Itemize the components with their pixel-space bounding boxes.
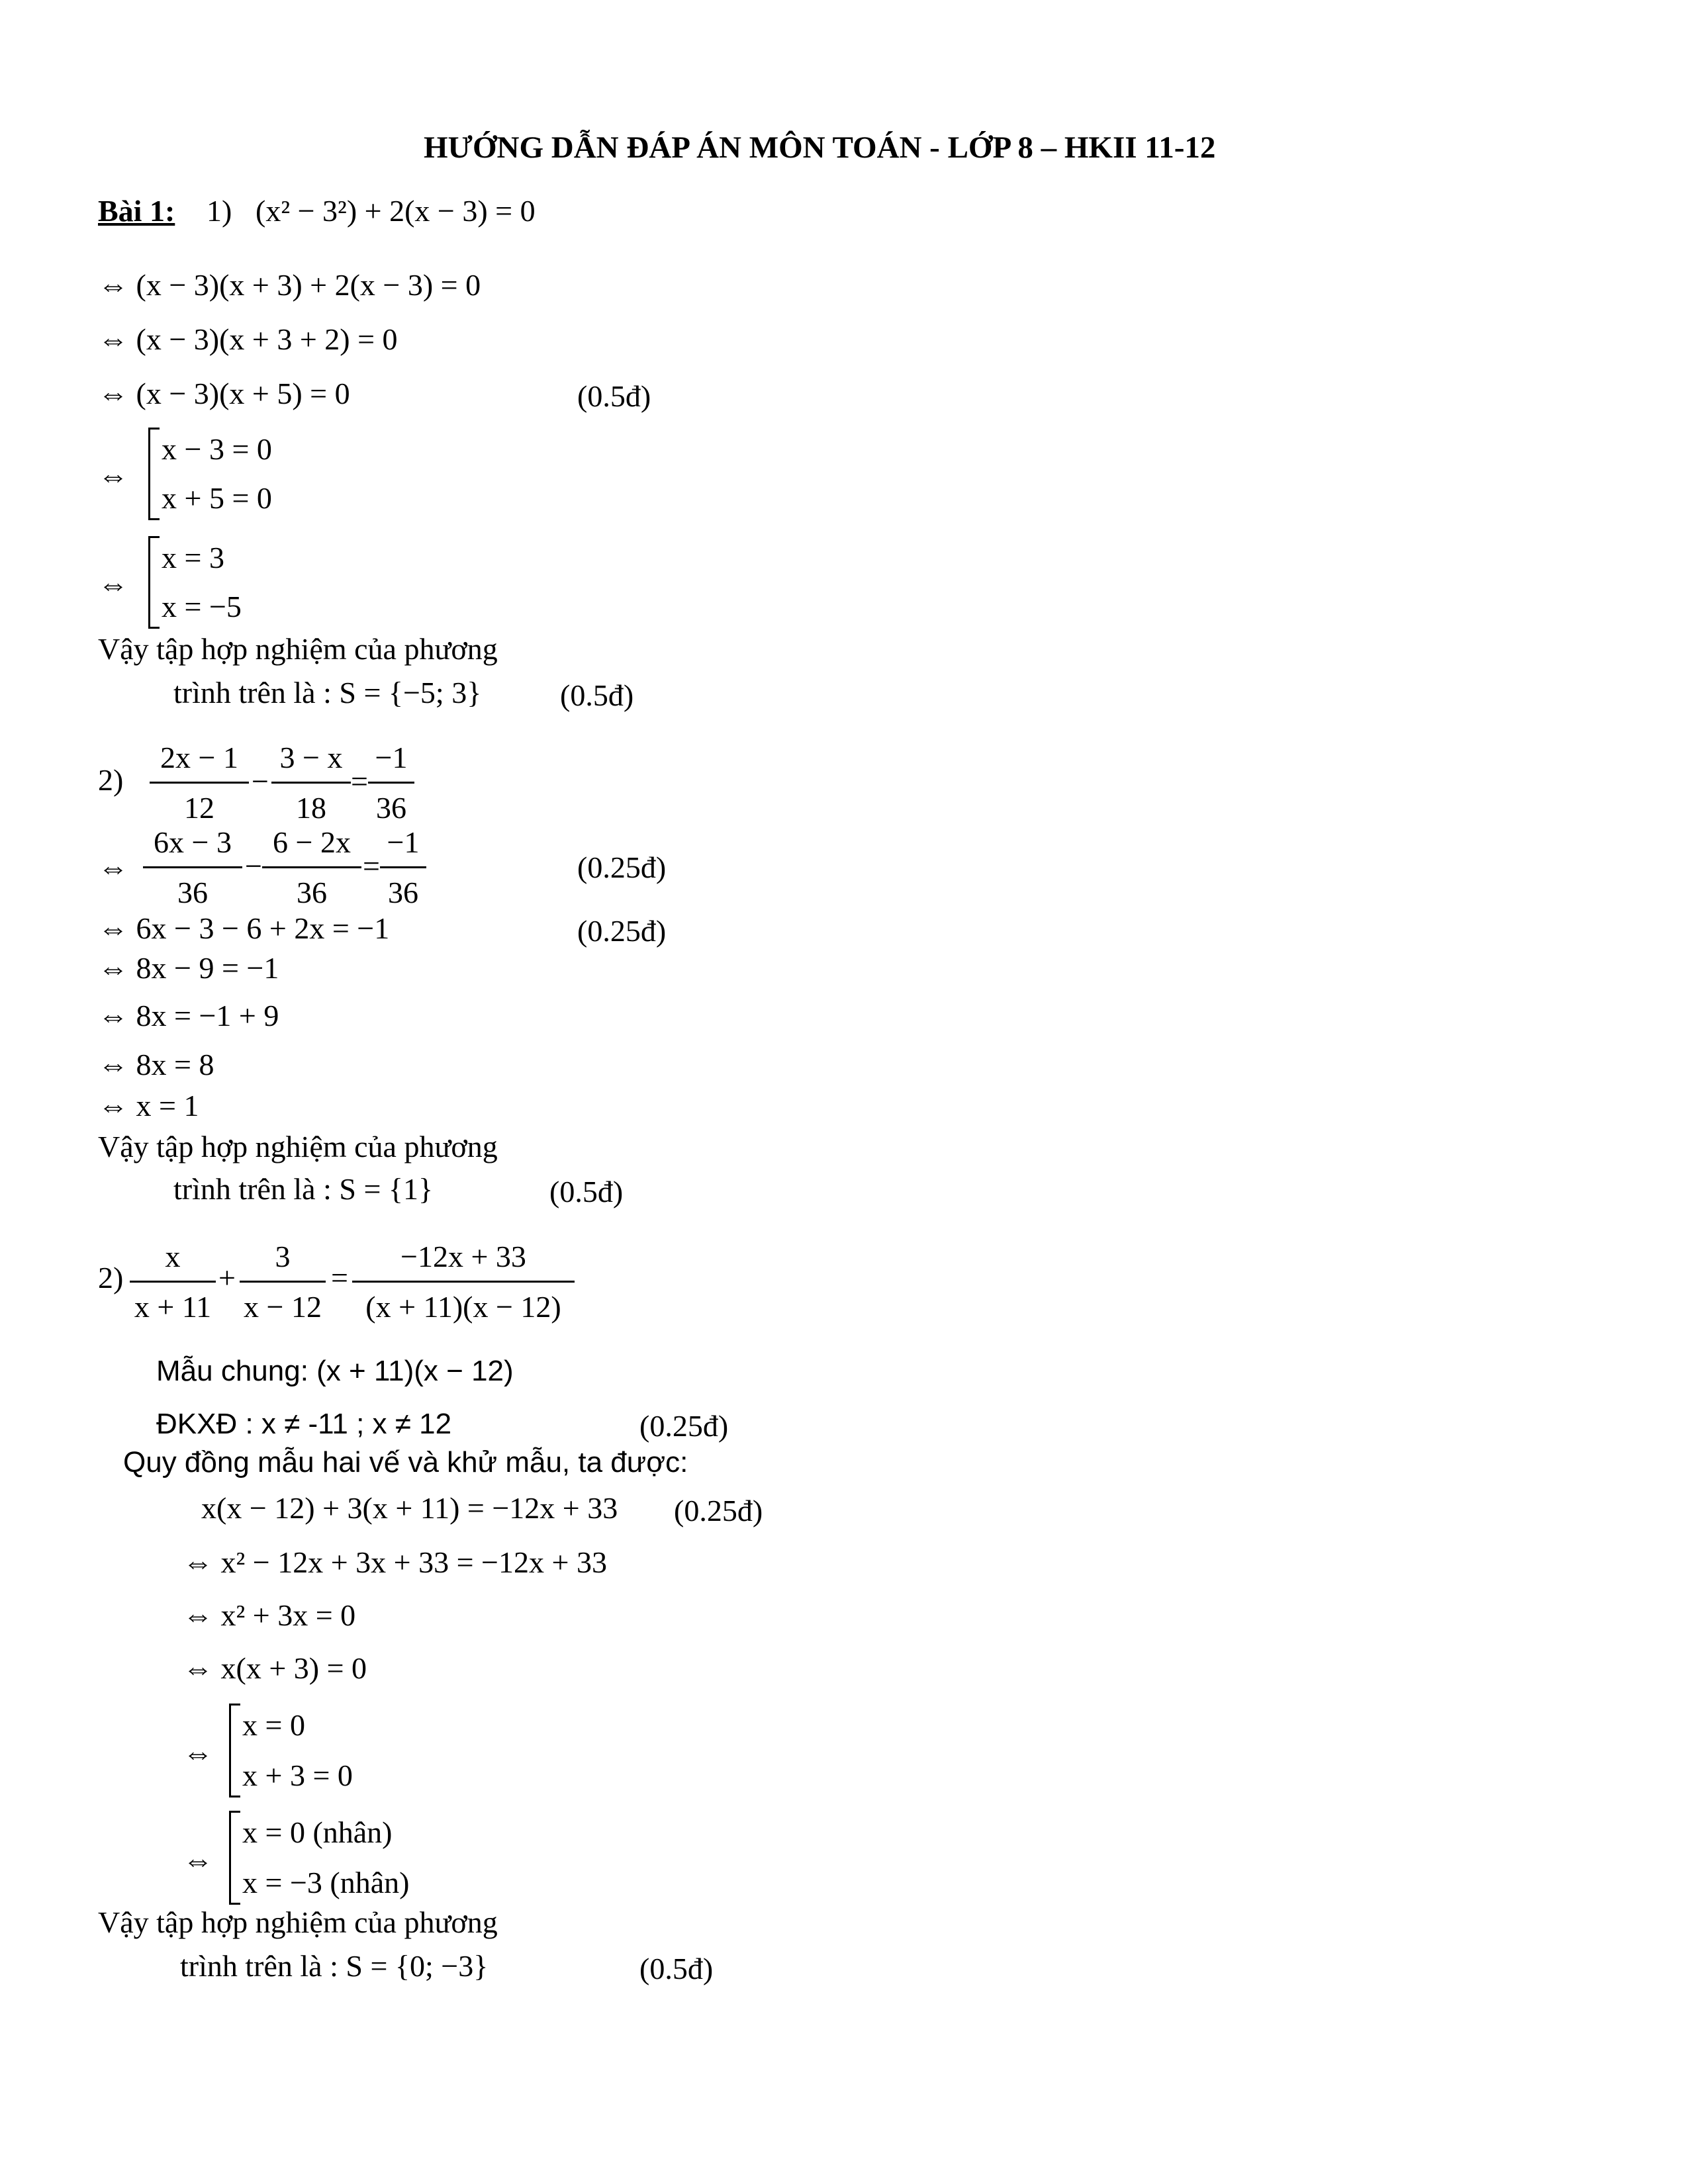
fraction: 2x − 1 12 (150, 740, 249, 825)
equals-sign: = (351, 764, 368, 798)
case-bracket (148, 428, 160, 520)
page-title: HƯỚNG DẪN ĐÁP ÁN MÔN TOÁN - LỚP 8 – HKII 11-12 (424, 130, 1216, 165)
part1-case2-line1: x = 3 (162, 541, 224, 574)
case-bracket (229, 1704, 240, 1797)
part3-case2-line1: x = 0 (nhân) (242, 1815, 393, 1849)
part1-step-3-points: (0.5đ) (577, 379, 651, 413)
part2-conclusion-points: (0.5đ) (549, 1175, 624, 1208)
minus-sign: − (252, 764, 269, 798)
part3-equation-points: (0.25đ) (674, 1494, 763, 1527)
fraction: x x + 11 (130, 1239, 216, 1324)
exercise-label: Bài 1: (98, 194, 175, 228)
part1-conclusion-points: (0.5đ) (560, 678, 634, 712)
clearing-denominators-text: Quy đồng mẫu hai vế và khử mẫu, ta được: (123, 1446, 688, 1479)
part1-case1-line2: x + 5 = 0 (162, 481, 272, 515)
fraction: 3 x − 12 (240, 1239, 326, 1324)
plus-sign: + (218, 1261, 236, 1295)
fraction: 3 − x 18 (271, 740, 351, 825)
part3-case2-line2: x = −3 (nhân) (242, 1866, 410, 1899)
part2-label: 2) (98, 763, 124, 797)
part3-equation: x(x − 12) + 3(x + 11) = −12x + 33 (201, 1491, 618, 1525)
equivalence-symbol: ⇔ (183, 1736, 213, 1770)
case-bracket (148, 536, 160, 629)
case-bracket (229, 1811, 240, 1905)
part1-equation: (x² − 3²) + 2(x − 3) = 0 (256, 194, 536, 228)
equivalence-symbol: ⇔ (98, 567, 128, 601)
part1-case1-line1: x − 3 = 0 (162, 432, 272, 466)
part3-conclusion-line2: trình trên là : S = {0; −3} (180, 1949, 489, 1983)
fraction: −1 36 (380, 825, 426, 910)
part3-conclusion-points: (0.5đ) (639, 1952, 714, 1985)
part1-step-1: ⇔ (x − 3)(x + 3) + 2(x − 3) = 0 (98, 268, 481, 302)
equals-sign: = (331, 1261, 348, 1295)
part3-step-2: ⇔ x² + 3x = 0 (183, 1598, 356, 1632)
part1-step-3: ⇔ (x − 3)(x + 5) = 0 (98, 377, 350, 410)
part2-step-1-points: (0.25đ) (577, 914, 667, 948)
part3-step-3: ⇔ x(x + 3) = 0 (183, 1651, 367, 1685)
equivalence-symbol: ⇔ (98, 850, 128, 884)
part1-label: 1) (207, 194, 232, 228)
part3-case1-line1: x = 0 (242, 1708, 305, 1742)
fraction: 6x − 3 36 (143, 825, 242, 910)
fraction: −1 36 (368, 740, 414, 825)
common-denominator: Mẫu chung: (x + 11)(x − 12) (156, 1355, 514, 1387)
fraction: −12x + 33 (x + 11)(x − 12) (352, 1239, 575, 1324)
minus-sign: − (245, 849, 262, 883)
fraction: 6 − 2x 36 (262, 825, 361, 910)
part2-conclusion-line2: trình trên là : S = {1} (173, 1172, 434, 1206)
part2-line2-points: (0.25đ) (577, 850, 667, 884)
part2-step-4: ⇔ 8x = 8 (98, 1048, 214, 1081)
part1-case2-line2: x = −5 (162, 590, 242, 623)
part1-step-2: ⇔ (x − 3)(x + 3 + 2) = 0 (98, 322, 398, 356)
part3-case1-line2: x + 3 = 0 (242, 1758, 353, 1792)
part1-conclusion-line2: trình trên là : S = {−5; 3} (173, 676, 482, 709)
part3-step-1: ⇔ x² − 12x + 3x + 33 = −12x + 33 (183, 1545, 607, 1579)
part2-step-5: ⇔ x = 1 (98, 1089, 199, 1122)
part2-step-2: ⇔ 8x − 9 = −1 (98, 951, 279, 985)
part3-label: 2) (98, 1261, 124, 1295)
part2-step-3: ⇔ 8x = −1 + 9 (98, 999, 279, 1032)
part1-conclusion-line1: Vậy tập hợp nghiệm của phương (98, 632, 498, 666)
part2-conclusion-line1: Vậy tập hợp nghiệm của phương (98, 1130, 498, 1163)
equivalence-symbol: ⇔ (183, 1843, 213, 1877)
part2-step-1: ⇔ 6x − 3 − 6 + 2x = −1 (98, 911, 390, 945)
domain-condition: ĐKXĐ : x ≠ -11 ; x ≠ 12 (156, 1408, 452, 1440)
part3-conclusion-line1: Vậy tập hợp nghiệm của phương (98, 1905, 498, 1939)
equivalence-symbol: ⇔ (98, 459, 128, 492)
domain-condition-points: (0.25đ) (639, 1409, 729, 1443)
equals-sign: = (363, 849, 380, 883)
